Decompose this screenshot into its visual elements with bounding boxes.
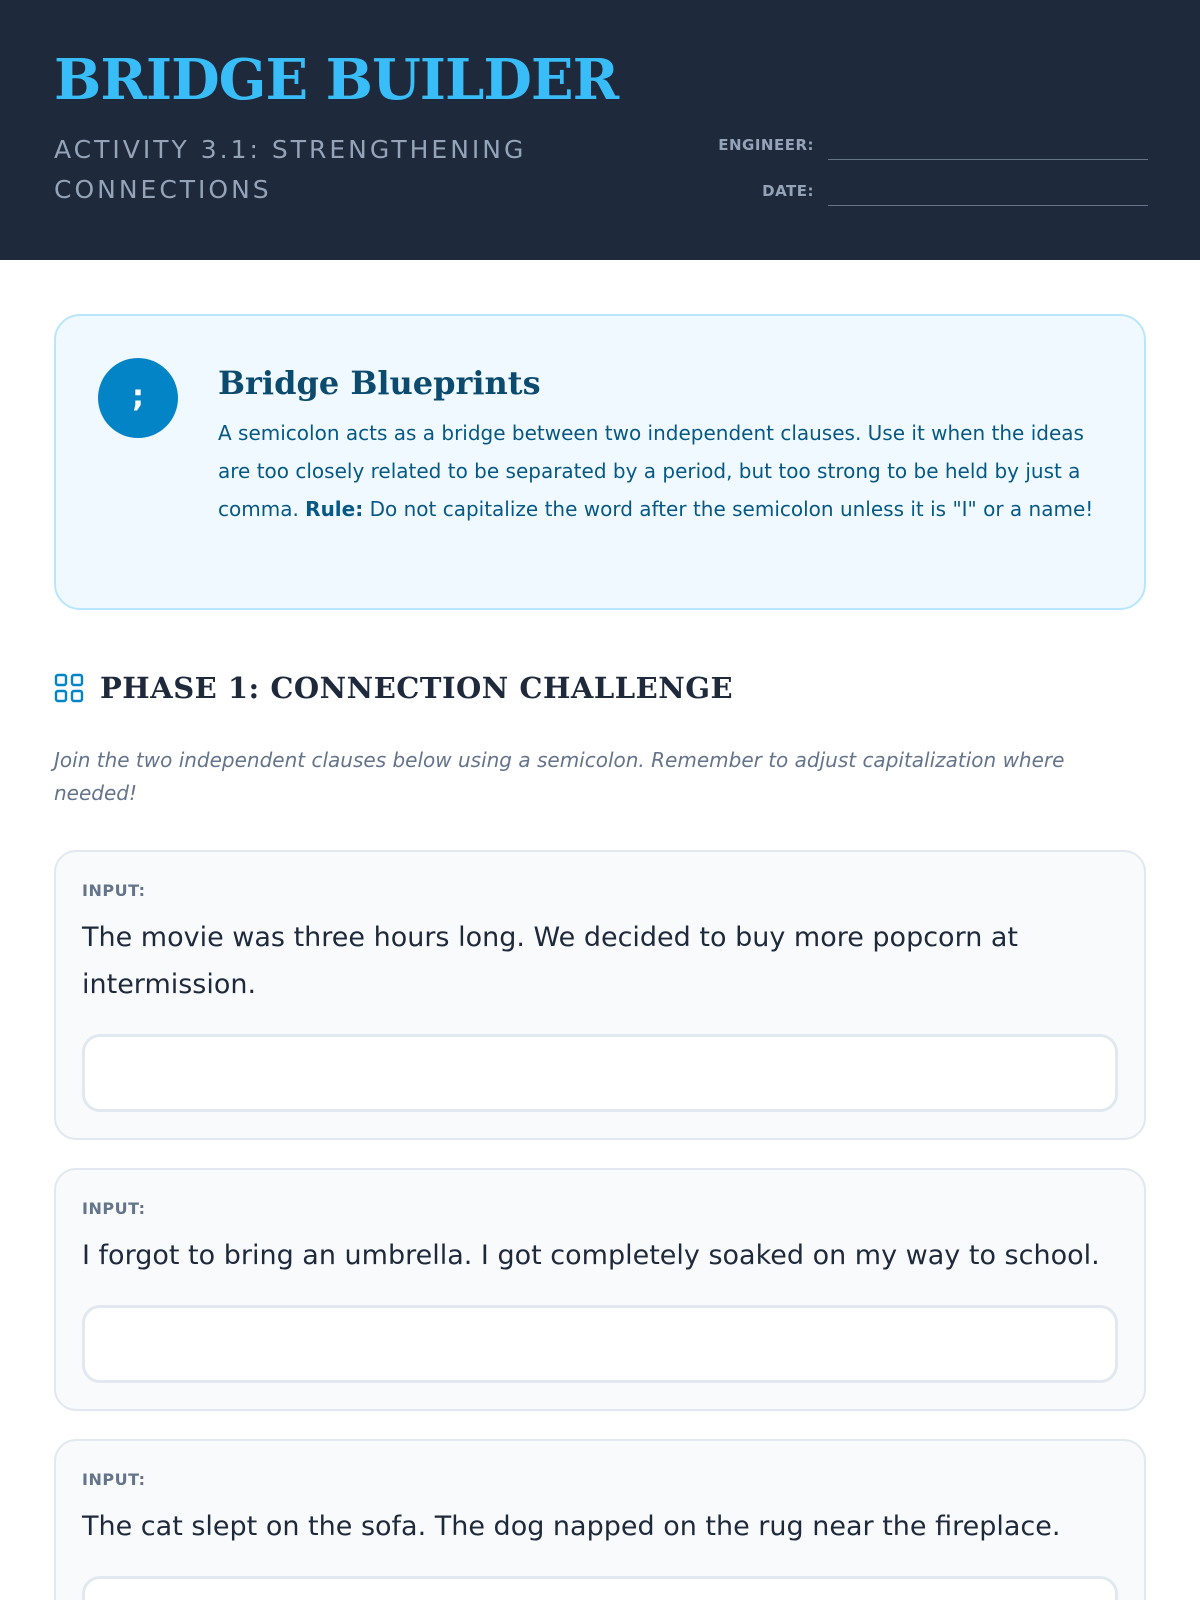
page-header xyxy=(0,0,1200,260)
exercise-sentence: The movie was three hours long. We decided to buy more popcorn at intermission. xyxy=(82,922,1019,1000)
answer-input[interactable] xyxy=(82,1034,1118,1112)
engineer-field[interactable] xyxy=(828,129,1148,160)
date-field[interactable] xyxy=(828,175,1148,206)
engineer-label: ENGINEER: xyxy=(718,136,814,154)
phase-instructions: Join the two independent clauses below using a semicolon. Remember to adjust capitalization where needed! xyxy=(54,748,1065,805)
exercise-label: INPUT: xyxy=(82,1199,146,1218)
exercise-card xyxy=(54,1168,1146,1411)
rule-text: Do not capitalize the word after the semicolon unless it is "I" or a name! xyxy=(363,497,1094,521)
date-row xyxy=(718,174,1148,206)
blueprint-callout xyxy=(54,314,1146,610)
rule-label: Rule: xyxy=(305,497,364,521)
worksheet-title: BRIDGE BUILDER xyxy=(54,47,619,113)
grid-icon xyxy=(54,673,84,703)
exercise-list xyxy=(54,850,1146,1600)
answer-input[interactable] xyxy=(82,1305,1118,1383)
date-label: DATE: xyxy=(762,182,814,200)
main-content xyxy=(0,314,1200,1600)
blueprint-title: Bridge Blueprints xyxy=(218,364,541,402)
phase-title: PHASE 1: CONNECTION CHALLENGE xyxy=(100,671,734,705)
student-info xyxy=(718,128,1148,220)
blueprint-text xyxy=(218,414,1106,528)
blueprint-main-text: A semicolon acts as a bridge between two independent clauses. Use it when the ideas are too closely related to be separated by a period, but too strong to be held by just a comma. xyxy=(218,421,1084,521)
exercise-card xyxy=(54,850,1146,1140)
phase-heading xyxy=(54,670,1146,706)
answer-input[interactable] xyxy=(82,1576,1118,1600)
exercise-sentence: I forgot to bring an umbrella. I got completely soaked on my way to school. xyxy=(82,1240,1100,1271)
exercise-label: INPUT: xyxy=(82,881,146,900)
exercise-label: INPUT: xyxy=(82,1470,146,1489)
exercise-card xyxy=(54,1439,1146,1600)
semicolon-icon: ; xyxy=(98,358,178,438)
activity-subtitle: ACTIVITY 3.1: STRENGTHENING CONNECTIONS xyxy=(54,135,527,204)
exercise-sentence: The cat slept on the sofa. The dog napped on the rug near the fireplace. xyxy=(82,1511,1061,1542)
engineer-row xyxy=(718,128,1148,160)
